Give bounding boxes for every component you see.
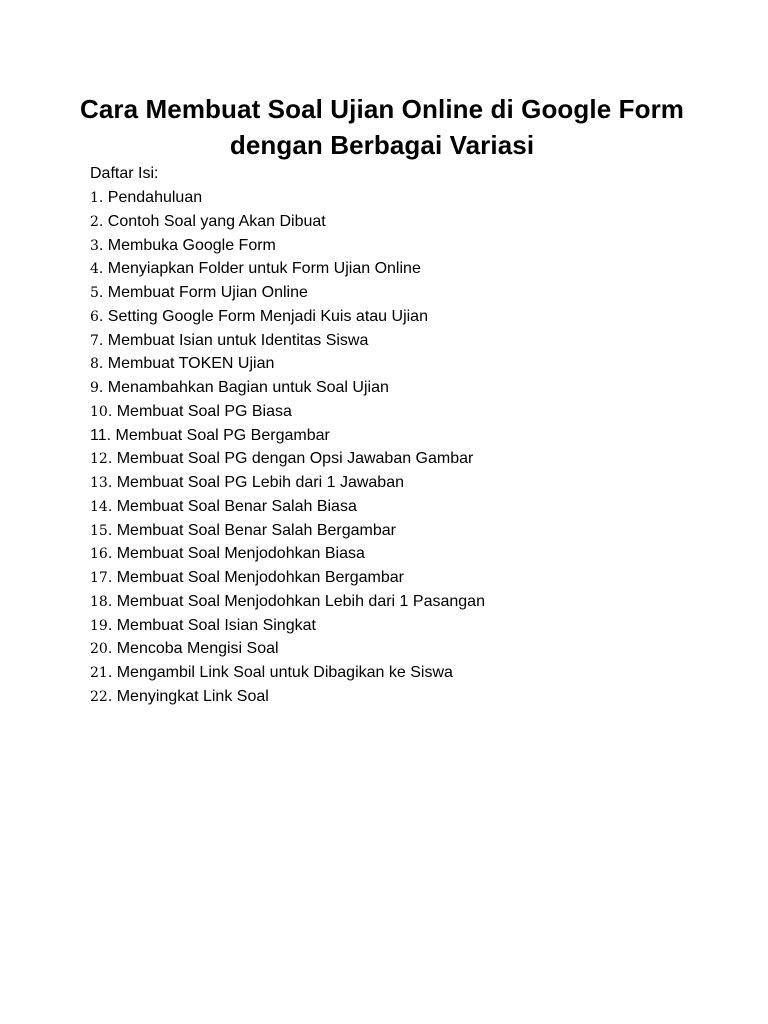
toc-item-text: Membuat Form Ujian Online [103,284,308,301]
toc-item [90,281,730,305]
toc-item-number: 16. [90,546,113,563]
toc-item-text: Membuat Soal Menjodohkan Biasa [112,545,365,563]
toc-item-number: 7. [90,332,104,349]
toc-item-number: 2. [90,213,104,230]
toc-item [90,566,730,590]
toc-item-number: 18. [90,593,113,610]
toc-item-text: Membuat Soal Isian Singkat [112,616,316,634]
toc-item-text: Membuat Soal PG dengan Opsi Jawaban Gambar [112,450,474,468]
toc-item-text: Membuat Isian untuk Identitas Siswa [103,331,369,349]
toc-item [90,614,730,638]
toc-item [90,376,730,400]
toc-list [90,186,730,709]
toc-item [90,471,730,495]
toc-item-text: Membuat Soal Menjodohkan Bergambar [112,569,404,586]
toc-item-number: 12. [90,451,113,468]
toc-item-number: 14. [90,498,113,515]
toc-item-number: 4. [90,261,104,278]
toc-item-number: 10. [90,403,113,420]
toc-item-text: Membuat Soal Menjodohkan Lebih dari 1 Pasangan [112,592,485,610]
toc-item [90,590,730,614]
toc-item [90,234,730,258]
toc-item-number: 20. [90,641,113,658]
toc-item [90,305,730,329]
toc-item-text: Mencoba Mengisi Soal [112,640,279,658]
toc-item-number: 11. [90,426,112,444]
toc-item-number: 5. [90,285,104,301]
toc-item-text: Menambahkan Bagian untuk Soal Ujian [103,379,389,396]
toc-item-text: Membuat Soal Benar Salah Bergambar [112,521,396,539]
document-title: Cara Membuat Soal Ujian Online di Google Form dengan Berbagai Variasi [79,94,685,160]
toc-item-number: 22. [90,688,113,705]
toc-item [90,186,730,210]
toc-item-number: 15. [90,522,113,539]
toc-item-text: Membuat TOKEN Ujian [103,355,275,373]
toc-item [90,447,730,471]
toc-item-text: Menyingkat Link Soal [112,687,269,705]
toc-item-number: 17. [90,570,113,586]
toc-item [90,495,730,519]
toc-item-text: Contoh Soal yang Akan Dibuat [103,212,326,230]
toc-item [90,661,730,685]
toc-item [90,352,730,376]
toc-item-text: Menyiapkan Folder untuk Form Ujian Online [103,260,421,278]
toc-item-number: 19. [90,617,113,634]
toc-item [90,637,730,661]
toc-item [90,542,730,566]
toc-item-number: 13. [90,475,113,491]
toc-item-number: 9. [90,380,104,396]
toc-item-text: Membuat Soal PG Bergambar [111,426,330,444]
toc-item-number: 8. [90,356,104,373]
toc-item [90,257,730,281]
toc-heading: Daftar Isi: [90,165,159,182]
toc-item-number: 6. [90,308,104,325]
toc-item-text: Mengambil Link Soal untuk Dibagikan ke Siswa [112,664,453,681]
toc-item-number: 3. [90,237,104,254]
toc-item-text: Setting Google Form Menjadi Kuis atau Ujian [103,307,428,325]
toc-item-text: Membuat Soal Benar Salah Biasa [112,497,357,515]
toc-item [90,519,730,543]
toc-item-number: 1. [90,190,104,206]
toc-item-text: Membuka Google Form [103,236,276,254]
toc-item-text: Pendahuluan [103,189,203,206]
toc-item [90,685,730,709]
toc-item-text: Membuat Soal PG Biasa [112,402,292,420]
toc-item [90,400,730,424]
toc-item [90,210,730,234]
toc-item [90,424,730,448]
toc-item-number: 21. [90,665,113,681]
toc-item [90,329,730,353]
toc-item-text: Membuat Soal PG Lebih dari 1 Jawaban [112,474,404,491]
